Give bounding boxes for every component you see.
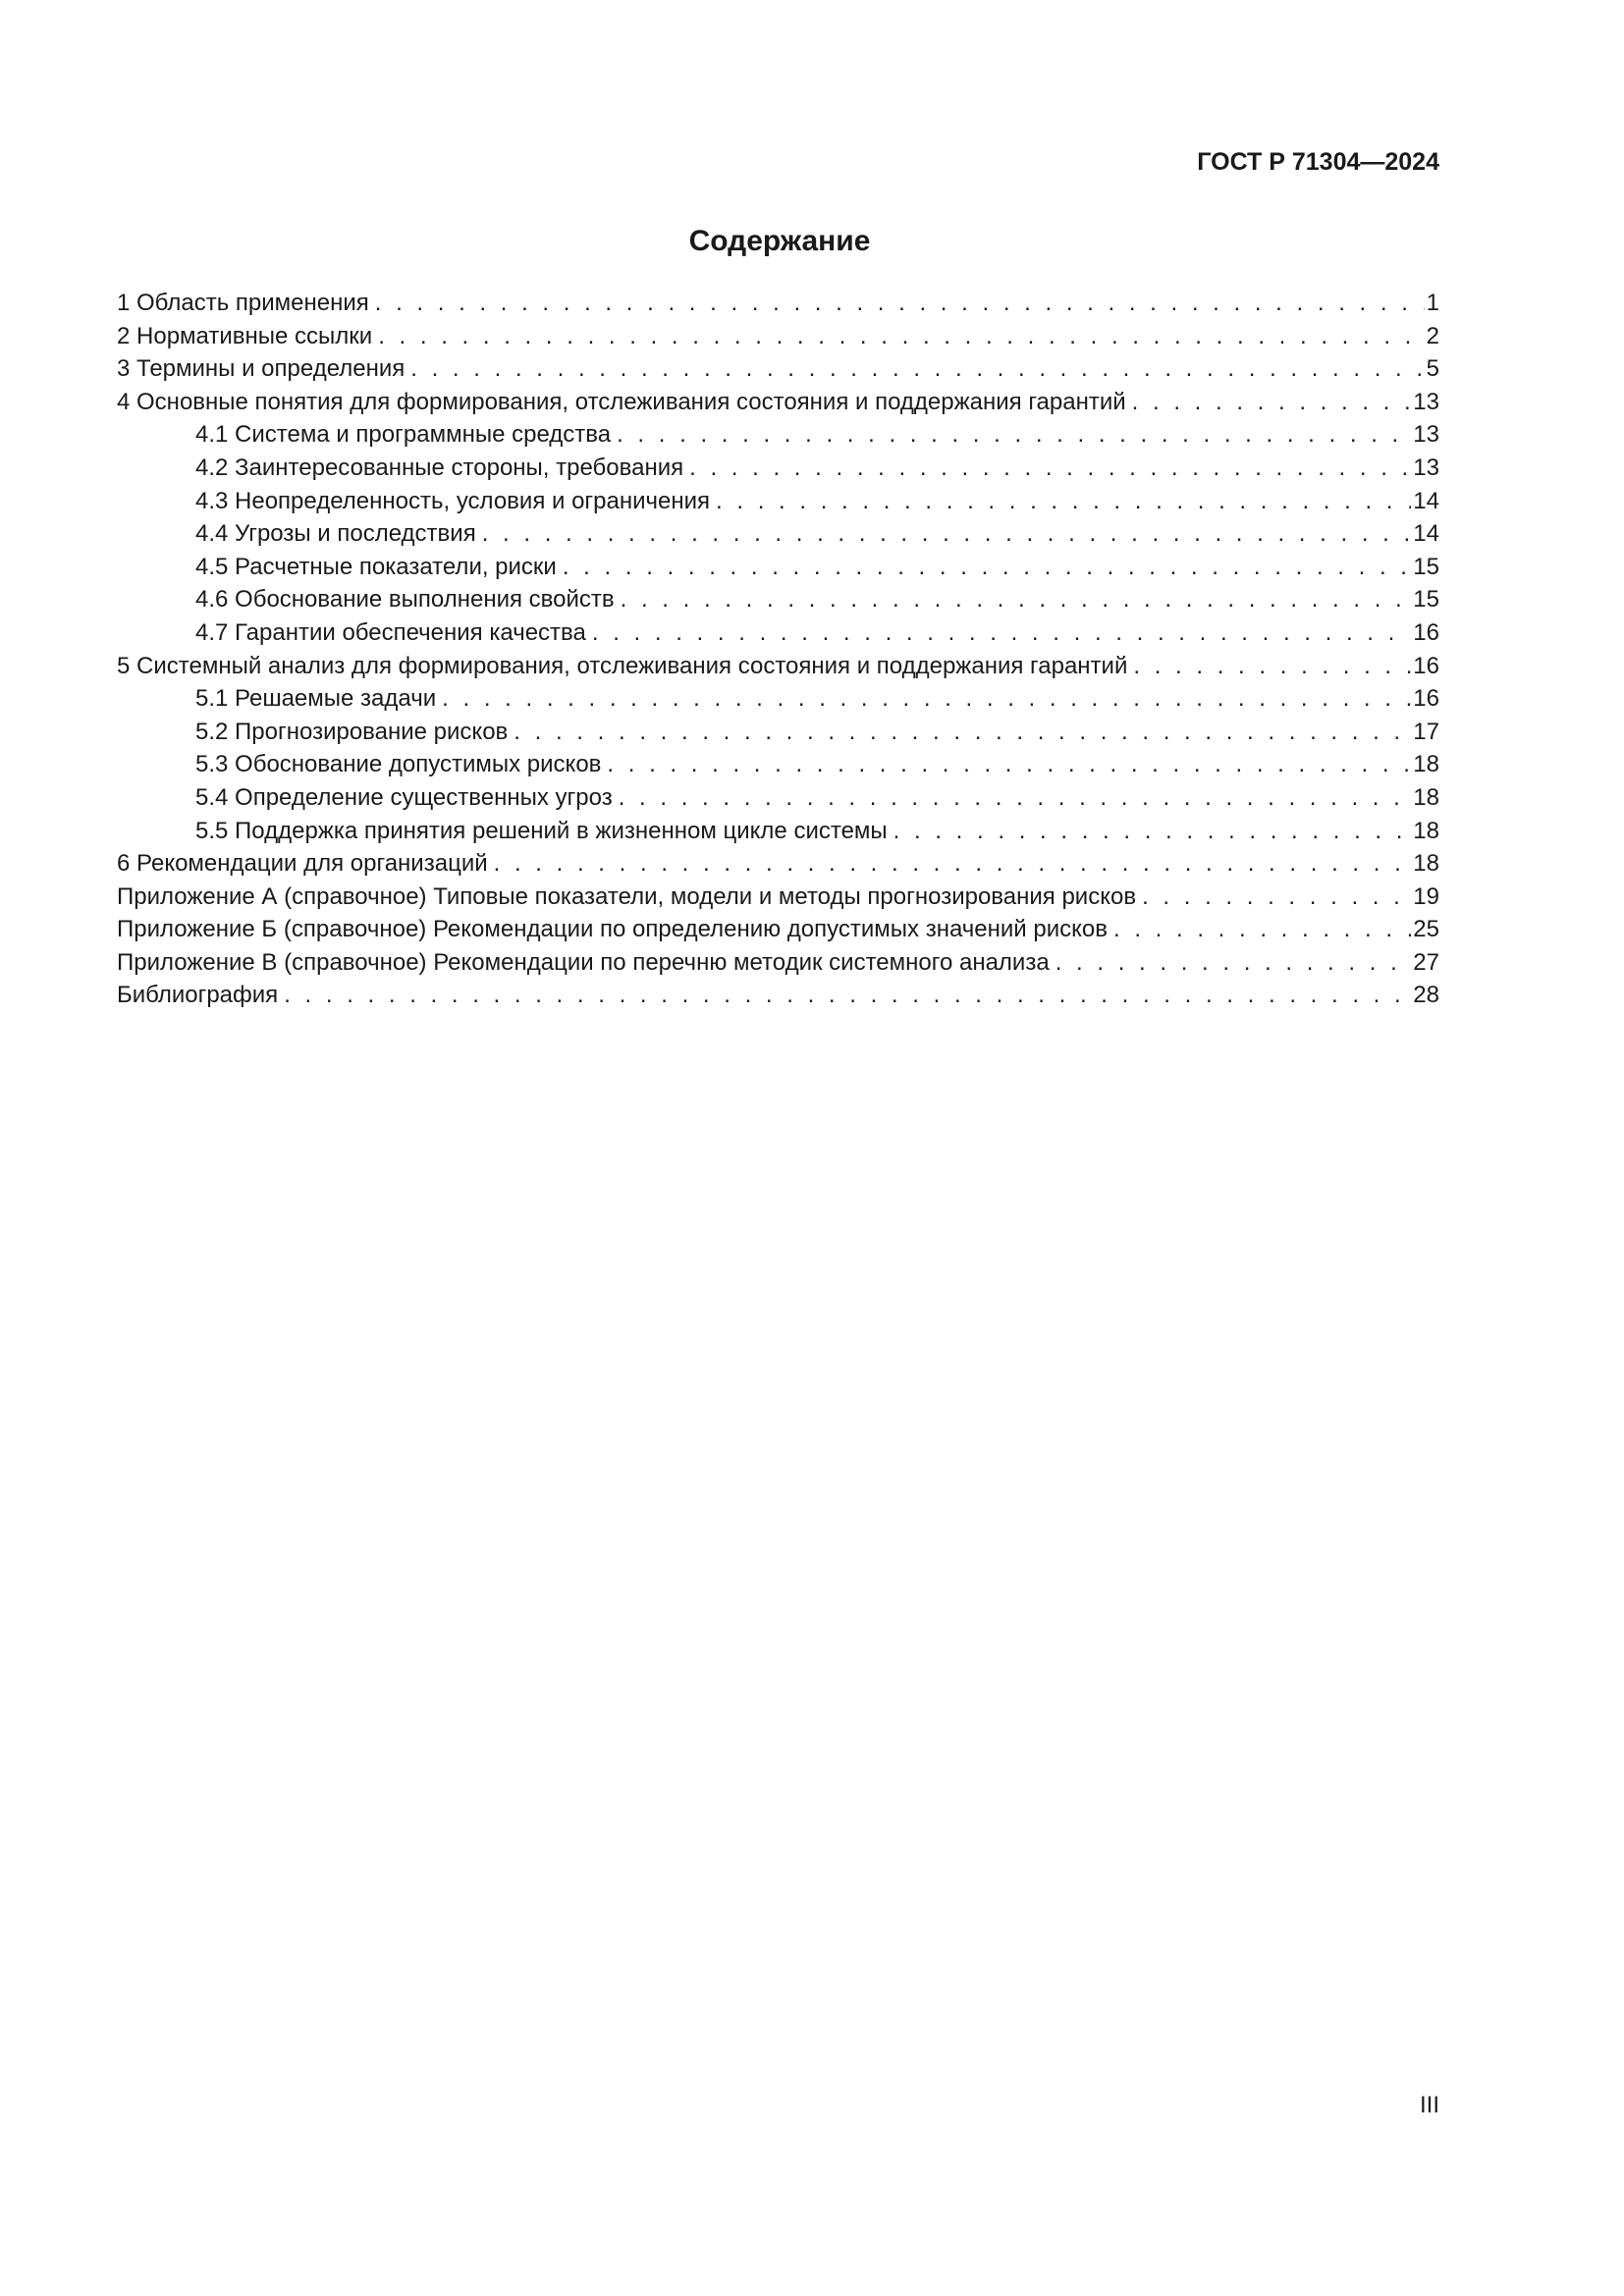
dot-leader (621, 583, 1412, 616)
toc-entry-5-2[interactable] (117, 716, 1439, 749)
toc-entry-page: 19 (1413, 882, 1439, 910)
toc-entry-text: Приложение А (справочное) Типовые показатели, модели и методы прогнозирования рисков (117, 882, 1137, 910)
toc-entry-4-1[interactable] (117, 418, 1439, 452)
dot-leader (1142, 881, 1411, 914)
toc-entry-page: 25 (1413, 916, 1439, 943)
dot-leader (482, 517, 1412, 551)
dot-leader (617, 418, 1411, 452)
document-code-header: ГОСТ Р 71304—2024 (1197, 148, 1439, 176)
toc-entry-text: 3 Термины и определения (117, 355, 406, 383)
dot-leader (494, 847, 1412, 881)
toc-entry-text: 4 Основные понятия для формирования, отслеживания состояния и поддержания гарантий (117, 388, 1126, 415)
dot-leader (284, 979, 1411, 1012)
toc-entry-page: 5 (1426, 355, 1439, 383)
toc-entry-appendix-v[interactable] (117, 946, 1439, 980)
page-number: III (1419, 2092, 1439, 2118)
toc-entry-4-6[interactable] (117, 583, 1439, 616)
dot-leader (442, 682, 1411, 716)
toc-entry-page: 14 (1413, 520, 1439, 548)
dot-leader (1133, 650, 1411, 683)
toc-entry-page: 16 (1413, 685, 1439, 713)
dot-leader (716, 485, 1411, 518)
toc-entry-page: 13 (1413, 388, 1439, 415)
toc-entry-4-7[interactable] (117, 616, 1439, 650)
toc-entry-page: 16 (1413, 652, 1439, 679)
toc-entry-text: 4.1 Система и программные средства (195, 421, 612, 449)
toc-entry-text: 4.4 Угрозы и последствия (195, 520, 476, 548)
toc-entry-page: 13 (1413, 454, 1439, 481)
toc-entry-text: Библиография (117, 982, 279, 1009)
toc-entry-text: 4.5 Расчетные показатели, риски (195, 553, 557, 580)
dot-leader (607, 748, 1411, 781)
dot-leader (592, 616, 1411, 650)
toc-entry-text: 4.6 Обоснование выполнения свойств (195, 586, 615, 614)
dot-leader (619, 781, 1412, 815)
toc-entry-text: 5.1 Решаемые задачи (195, 685, 437, 713)
toc-entry-4-3[interactable] (117, 485, 1439, 518)
toc-entry-text: 4.3 Неопределенность, условия и ограничения (195, 487, 711, 514)
toc-entry-5-5[interactable] (117, 815, 1439, 848)
toc-entry-text: Приложение Б (справочное) Рекомендации по определению допустимых значений рисков (117, 916, 1108, 943)
table-of-contents (117, 287, 1439, 1012)
dot-leader (1056, 946, 1412, 980)
toc-entry-5-1[interactable] (117, 682, 1439, 716)
toc-entry-4-4[interactable] (117, 517, 1439, 551)
toc-entry-2[interactable] (117, 320, 1439, 353)
toc-entry-page: 1 (1426, 290, 1439, 316)
toc-entry-page: 15 (1413, 586, 1439, 614)
toc-entry-page: 14 (1413, 487, 1439, 514)
toc-entry-page: 18 (1413, 817, 1439, 844)
toc-entry-page: 17 (1413, 718, 1439, 745)
toc-entry-bibliography[interactable] (117, 979, 1439, 1012)
dot-leader (514, 716, 1411, 749)
dot-leader (689, 452, 1411, 485)
toc-entry-page: 15 (1413, 553, 1439, 580)
toc-entry-page: 28 (1413, 982, 1439, 1009)
dot-leader (378, 320, 1424, 353)
toc-entry-text: 1 Область применения (117, 290, 369, 316)
dot-leader (1113, 913, 1411, 946)
toc-entry-page: 18 (1413, 783, 1439, 811)
toc-entry-appendix-a[interactable] (117, 881, 1439, 914)
toc-entry-appendix-b[interactable] (117, 913, 1439, 946)
toc-entry-text: 4.2 Заинтересованные стороны, требования (195, 454, 684, 481)
toc-entry-5-3[interactable] (117, 748, 1439, 781)
toc-entry-page: 16 (1413, 618, 1439, 646)
toc-entry-text: 5.3 Обоснование допустимых рисков (195, 751, 602, 778)
toc-entry-4[interactable] (117, 386, 1439, 419)
toc-title: Содержание (688, 225, 871, 257)
toc-entry-text: 5.2 Прогнозирование рисков (195, 718, 509, 745)
toc-entry-text: Приложение В (справочное) Рекомендации по перечню методик системного анализа (117, 948, 1050, 976)
toc-entry-6[interactable] (117, 847, 1439, 881)
toc-entry-page: 18 (1413, 751, 1439, 778)
dot-leader (410, 352, 1424, 386)
toc-entry-page: 18 (1413, 850, 1439, 878)
toc-entry-page: 13 (1413, 421, 1439, 449)
toc-entry-page: 27 (1413, 948, 1439, 976)
toc-entry-5-4[interactable] (117, 781, 1439, 815)
toc-entry-4-2[interactable] (117, 452, 1439, 485)
toc-entry-3[interactable] (117, 352, 1439, 386)
dot-leader (893, 815, 1412, 848)
toc-entry-text: 6 Рекомендации для организаций (117, 850, 488, 878)
toc-entry-text: 5.5 Поддержка принятия решений в жизненном цикле системы (195, 817, 888, 844)
toc-entry-text: 5 Системный анализ для формирования, отслеживания состояния и поддержания гарантий (117, 652, 1128, 679)
dot-leader (563, 551, 1411, 584)
dot-leader (1132, 386, 1412, 419)
toc-entry-4-5[interactable] (117, 551, 1439, 584)
toc-entry-text: 2 Нормативные ссылки (117, 322, 373, 349)
toc-entry-text: 5.4 Определение существенных угроз (195, 783, 613, 811)
toc-entry-page: 2 (1426, 322, 1439, 349)
dot-leader (375, 287, 1425, 320)
toc-entry-1[interactable] (117, 287, 1439, 320)
toc-entry-5[interactable] (117, 650, 1439, 683)
toc-entry-text: 4.7 Гарантии обеспечения качества (195, 618, 586, 646)
